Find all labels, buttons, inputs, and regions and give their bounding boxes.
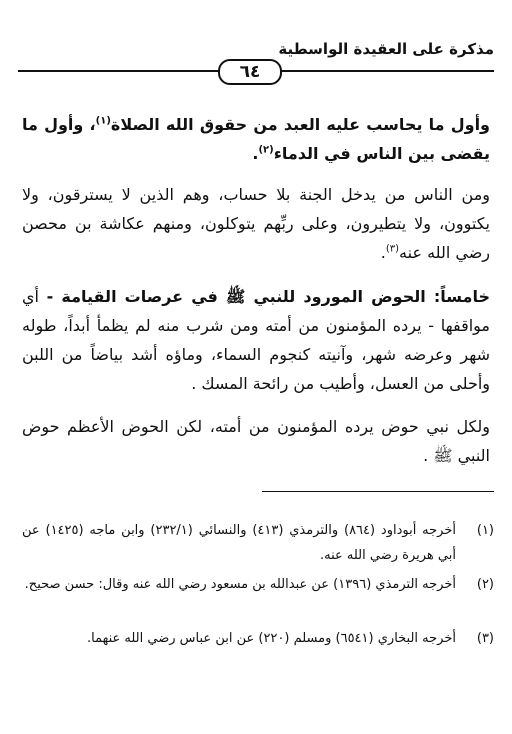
footnote-ref-3: (٣) — [385, 243, 400, 255]
footnote-1-number: (١) — [476, 523, 494, 538]
paragraph-2-end: . — [380, 243, 386, 262]
paragraph-2 — [22, 180, 490, 267]
footnote-2-number: (٢) — [476, 577, 494, 592]
footnote-ref-1: (١) — [95, 115, 111, 127]
paragraph-2-text: ومن الناس من يدخل الجنة بلا حساب، وهم الذين لا يسترقون، ولا يكتوون، ولا يتطيرون، وعلى ربِّهم يتوكلون، ومنهم عكاشة بن محصن رضي الله عنه — [22, 185, 490, 262]
footnote-1 — [22, 518, 494, 568]
paragraph-1-text-a: وأول ما يحاسب عليه العبد من حقوق الله الصلاة — [110, 115, 491, 134]
paragraph-4-text: ولكل نبي حوض يرده المؤمنون من أمته، لكن الحوض الأعظم حوض النبي ﷺ . — [22, 417, 490, 465]
footnote-3-number: (٣) — [476, 631, 494, 646]
footnote-2-text: أخرجه الترمذي (١٣٩٦) عن عبدالله بن مسعود رضي الله عنه وقال: حسن صحيح. — [24, 577, 456, 592]
footnote-separator — [262, 491, 494, 492]
paragraph-1-text-b: ، وأول ما يقضى بين الناس في الدماء — [22, 115, 490, 163]
footnote-3 — [22, 626, 494, 651]
paragraph-1-text-c: . — [252, 144, 259, 163]
paragraph-4 — [22, 412, 490, 470]
paragraph-3 — [22, 282, 490, 398]
paragraph-1 — [22, 110, 490, 168]
footnote-ref-2: (٢) — [258, 144, 274, 156]
footnote-1-text: أخرجه أبوداود (٨٦٤) والترمذي (٤١٣) والنسائي (٢٣٢/١) وابن ماجه (١٤٢٥) عن أبي هريرة رضي الله عنه. — [22, 523, 456, 563]
paragraph-3-text: أي مواقفها - يرده المؤمنون من أمته ومن شرب منه لم يظمأ أبداً، طوله شهر وعرضه شهر، وآنيته كنجوم السماء، وماؤه أشد بياضاً من اللبن وأحلى من العسل، وأطيب من رائحة المسك . — [22, 287, 490, 393]
page-number: ٦٤ — [218, 59, 282, 85]
footnote-2 — [22, 572, 494, 597]
section-heading: خامساً: الحوض المورود للنبي ﷺ في عرصات القيامة - — [46, 287, 490, 306]
running-header-title: مذكرة على العقيدة الواسطية — [278, 40, 494, 58]
footnote-3-text: أخرجه البخاري (٦٥٤١) ومسلم (٢٢٠) عن ابن عباس رضي الله عنهما. — [87, 631, 456, 646]
